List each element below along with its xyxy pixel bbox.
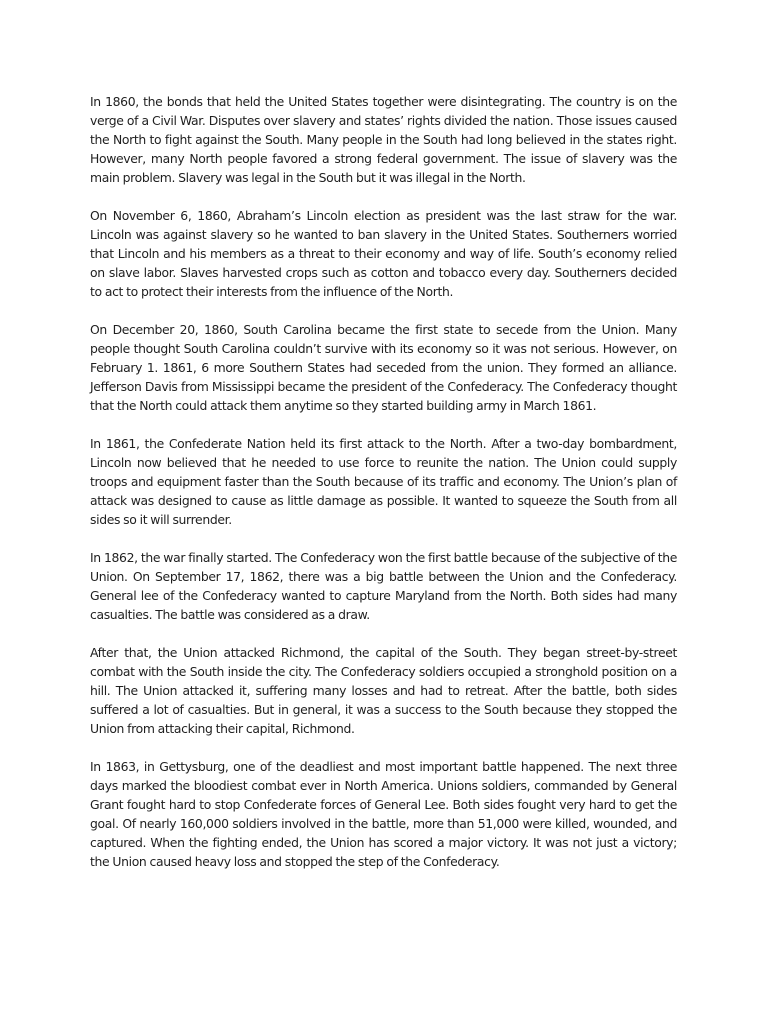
paragraph-6: After that, the Union attacked Richmond, the capital of the South. They began street-by-street combat with the South inside the city. The Confederacy soldiers occupied a stronghold position on a hill. The Union attacked it, suffering many losses and had to retreat. After the battle, both sides suffered a lot of casualties. But in general, it was a success to the South because they stopped the Union from attacking their capital, Richmond. <box>90 645 677 736</box>
paragraph-5: In 1862, the war finally started. The Confederacy won the first battle because of the subjective of the Union. On September 17, 1862, there was a big battle between the Union and the Confederacy. General lee of the Confederacy wanted to capture Maryland from the North. Both sides had many casualties. The battle was considered as a draw. <box>90 550 677 622</box>
paragraph-2: On November 6, 1860, Abraham’s Lincoln election as president was the last straw for the war. Lincoln was against slavery so he wanted to ban slavery in the United States. Southerners worried that Lincoln and his members as a threat to their economy and way of life. South’s economy relied on slave labor. Slaves harvested crops such as cotton and tobacco every day. Southerners decided to act to protect their interests from the influence of the North. <box>90 208 677 299</box>
document-body <box>90 92 677 890</box>
paragraph-7: In 1863, in Gettysburg, one of the deadliest and most important battle happened. The next three days marked the bloodiest combat ever in North America. Unions soldiers, commanded by General Grant fought hard to stop Confederate forces of General Lee. Both sides fought very hard to get the goal. Of nearly 160,000 soldiers involved in the battle, more than 51,000 were killed, wounded, and captured. When the fighting ended, the Union has scored a major victory. It was not just a victory; the Union caused heavy loss and stopped the step of the Confederacy. <box>90 759 677 869</box>
paragraph-3: On December 20, 1860, South Carolina became the first state to secede from the Union. Many people thought South Carolina couldn’t survive with its economy so it was not serious. However, on February 1. 1861, 6 more Southern States had seceded from the union. They formed an alliance. Jefferson Davis from Mississippi became the president of the Confederacy. The Confederacy thought that the North could attack them anytime so they started building army in March 1861. <box>90 322 677 413</box>
paragraph-1: In 1860, the bonds that held the United States together were disintegrating. The country is on the verge of a Civil War. Disputes over slavery and states’ rights divided the nation. Those issues caused the North to fight against the South. Many people in the South had long believed in the states right. However, many North people favored a strong federal government. The issue of slavery was the main problem. Slavery was legal in the South but it was illegal in the North. <box>90 94 677 185</box>
paragraph-4: In 1861, the Confederate Nation held its first attack to the North. After a two-day bombardment, Lincoln now believed that he needed to use force to reunite the nation. The Union could supply troops and equipment faster than the South because of its traffic and economy. The Union’s plan of attack was designed to cause as little damage as possible. It wanted to squeeze the South from all sides so it will surrender. <box>90 436 677 527</box>
